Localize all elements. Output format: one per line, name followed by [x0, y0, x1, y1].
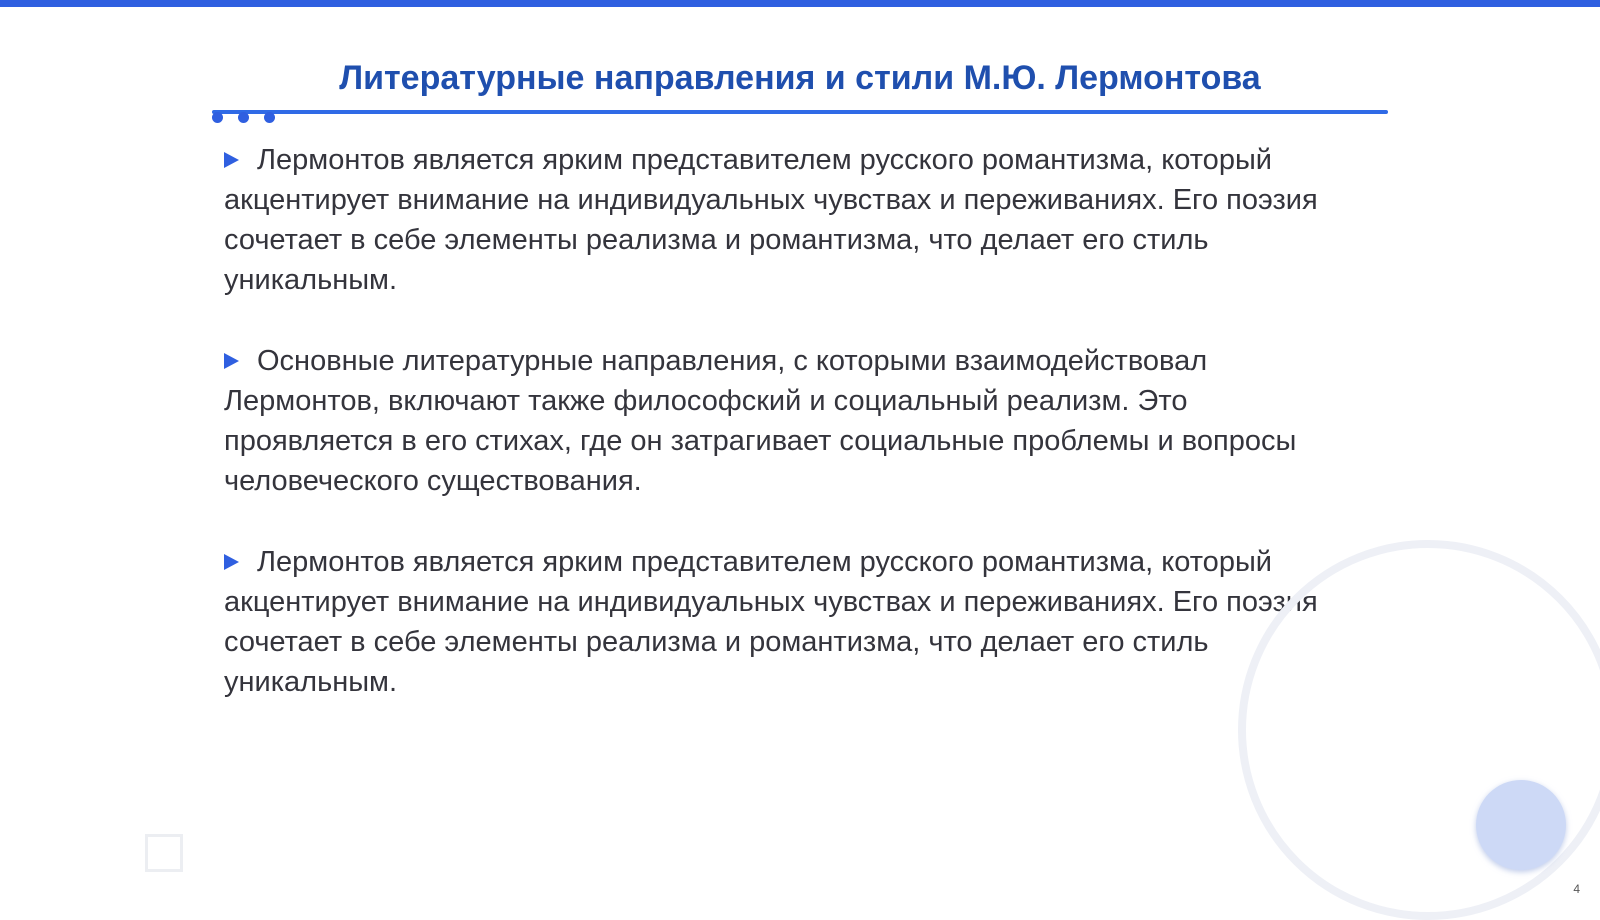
decorative-dot: [264, 112, 275, 123]
decorative-dot: [238, 112, 249, 123]
bullet-item: [224, 542, 1364, 702]
decorative-circle: [1476, 780, 1566, 870]
decorative-dot: [212, 112, 223, 123]
bullet-item: [224, 140, 1364, 300]
top-accent-bar: [0, 0, 1600, 7]
triangle-bullet-icon: [224, 152, 239, 168]
triangle-bullet-icon: [224, 554, 239, 570]
triangle-bullet-icon: [224, 353, 239, 369]
decorative-ring: [1238, 540, 1600, 920]
page-number: 4: [1573, 882, 1580, 896]
decorative-square: [145, 834, 183, 872]
bullet-list: [224, 140, 1364, 743]
bullet-text: Основные литературные направления, с которыми взаимодействовал Лермонтов, включают также философский и социальный реализм. Это проявляется в его стихах, где он затрагивает социальные проблемы и вопросы человеческого существования.: [224, 345, 1297, 497]
bullet-item: [224, 341, 1364, 501]
title-underline: [212, 110, 1388, 114]
bullet-text: Лермонтов является ярким представителем русского романтизма, который акцентирует внимание на индивидуальных чувствах и переживаниях. Его поэзия сочетает в себе элементы реализма и романтизма, что делает его стиль уникальным.: [224, 546, 1318, 698]
bullet-text: Лермонтов является ярким представителем русского романтизма, который акцентирует внимание на индивидуальных чувствах и переживаниях. Его поэзия сочетает в себе элементы реализма и романтизма, что делает его стиль уникальным.: [224, 144, 1318, 296]
slide-title: Литературные направления и стили М.Ю. Лермонтова: [339, 59, 1261, 97]
